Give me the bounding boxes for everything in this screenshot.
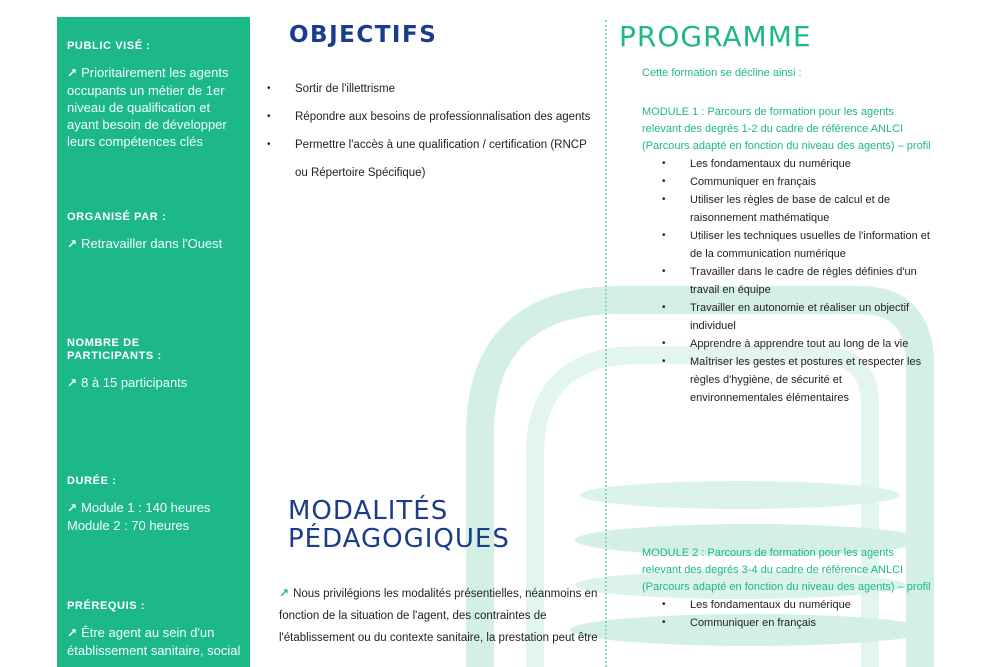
- list-item: • Utiliser les règles de base de calcul et de raisonnement mathématique: [642, 191, 932, 227]
- organise-section: [67, 211, 245, 253]
- bullet-icon: •: [662, 158, 666, 169]
- public-text: Prioritairement les agents occupants un métier de 1er niveau de qualification et ayant besoin de développer leurs compétences clés: [67, 65, 229, 149]
- module-2-subtitle: (Parcours adapté en fonction du niveau des agents) – profil: [642, 581, 931, 593]
- arrow-up-right-icon: ↗: [67, 66, 78, 80]
- list-item: • Communiquer en français: [642, 173, 932, 191]
- arrow-up-right-icon: ↗: [67, 237, 78, 251]
- duree-line2: Module 2 : 70 heures: [67, 518, 190, 533]
- module-1-subtitle: (Parcours adapté en fonction du niveau des agents) – profil: [642, 140, 931, 152]
- bullet-icon: •: [662, 302, 666, 313]
- module-2-title: MODULE 2 : Parcours de formation pour les agents relevant des degrés 3-4 du cadre de référence ANLCI: [642, 547, 904, 576]
- list-item: • Maîtriser les gestes et postures et respecter les règles d'hygiène, de sécurité et environnementales élémentaires: [642, 353, 932, 407]
- list-item: • Permettre l'accès à une qualification / certification (RNCP ou Répertoire Spécifique): [267, 131, 597, 187]
- organise-text: Retravailler dans l'Ouest: [81, 236, 223, 251]
- bullet-icon: •: [662, 356, 666, 367]
- programme-heading: PROGRAMME: [619, 20, 812, 53]
- programme-intro: Cette formation se décline ainsi :: [642, 67, 802, 79]
- bullet-icon: •: [662, 194, 666, 205]
- arrow-up-right-icon: ↗: [67, 501, 78, 515]
- modalites-text: ↗ Nous privilégions les modalités présentielles, néanmoins en fonction de la situation de l'agent, des contraintes de l'établissement ou du contexte sanitaire, la prestation peut être: [279, 582, 599, 649]
- bullet-icon: •: [662, 338, 666, 349]
- column-divider: [605, 20, 607, 667]
- bullet-icon: •: [662, 176, 666, 187]
- list-item: • Communiquer en français: [642, 614, 932, 632]
- bullet-icon: •: [662, 230, 666, 241]
- public-section: [67, 40, 245, 150]
- arrow-up-right-icon: ↗: [67, 376, 78, 390]
- prerequis-title: PRÉREQUIS :: [67, 600, 146, 612]
- module-2-list: [642, 596, 932, 632]
- list-item: • Travailler dans le cadre de règles définies d'un travail en équipe: [642, 263, 932, 299]
- info-sidebar: [57, 17, 250, 667]
- public-title: PUBLIC VISÉ :: [67, 40, 151, 52]
- list-item: • Apprendre à apprendre tout au long de la vie: [642, 335, 932, 353]
- arrow-up-right-icon: ↗: [279, 586, 290, 600]
- list-item: • Travailler en autonomie et réaliser un objectif individuel: [642, 299, 932, 335]
- list-item: • Utiliser les techniques usuelles de l'information et de la communication numérique: [642, 227, 932, 263]
- list-item: • Sortir de l'illettrisme: [267, 75, 597, 103]
- prerequis-section: [67, 600, 245, 659]
- duree-line1: Module 1 : 140 heures: [81, 500, 211, 515]
- module-1-title: MODULE 1 : Parcours de formation pour les agents relevant des degrés 1-2 du cadre de référence ANLCI: [642, 106, 904, 135]
- bullet-icon: •: [662, 617, 666, 628]
- bullet-icon: •: [267, 111, 271, 122]
- objectifs-heading: OBJECTIFS: [289, 22, 438, 48]
- participants-section: [67, 337, 245, 392]
- list-item: • Répondre aux besoins de professionnalisation des agents: [267, 103, 597, 131]
- arrow-up-right-icon: ↗: [67, 626, 78, 640]
- participants-title: NOMBRE DE PARTICIPANTS :: [67, 337, 162, 362]
- bullet-icon: •: [267, 139, 271, 150]
- bullet-icon: •: [662, 599, 666, 610]
- module-2: [642, 545, 932, 632]
- list-item: • Les fondamentaux du numérique: [642, 596, 932, 614]
- list-item: • Les fondamentaux du numérique: [642, 155, 932, 173]
- objectifs-list: [267, 75, 597, 187]
- organise-title: ORGANISÉ PAR :: [67, 211, 167, 223]
- participants-text: 8 à 15 participants: [81, 375, 188, 390]
- bullet-icon: •: [662, 266, 666, 277]
- bullet-icon: •: [267, 83, 271, 94]
- prerequis-text: Être agent au sein d'un établissement sanitaire, social: [67, 625, 241, 658]
- module-1-list: [642, 155, 932, 407]
- modalites-heading: MODALITÉS PÉDAGOGIQUES: [288, 496, 510, 554]
- module-1: [642, 104, 932, 407]
- duree-section: [67, 475, 245, 534]
- duree-title: DURÉE :: [67, 475, 117, 487]
